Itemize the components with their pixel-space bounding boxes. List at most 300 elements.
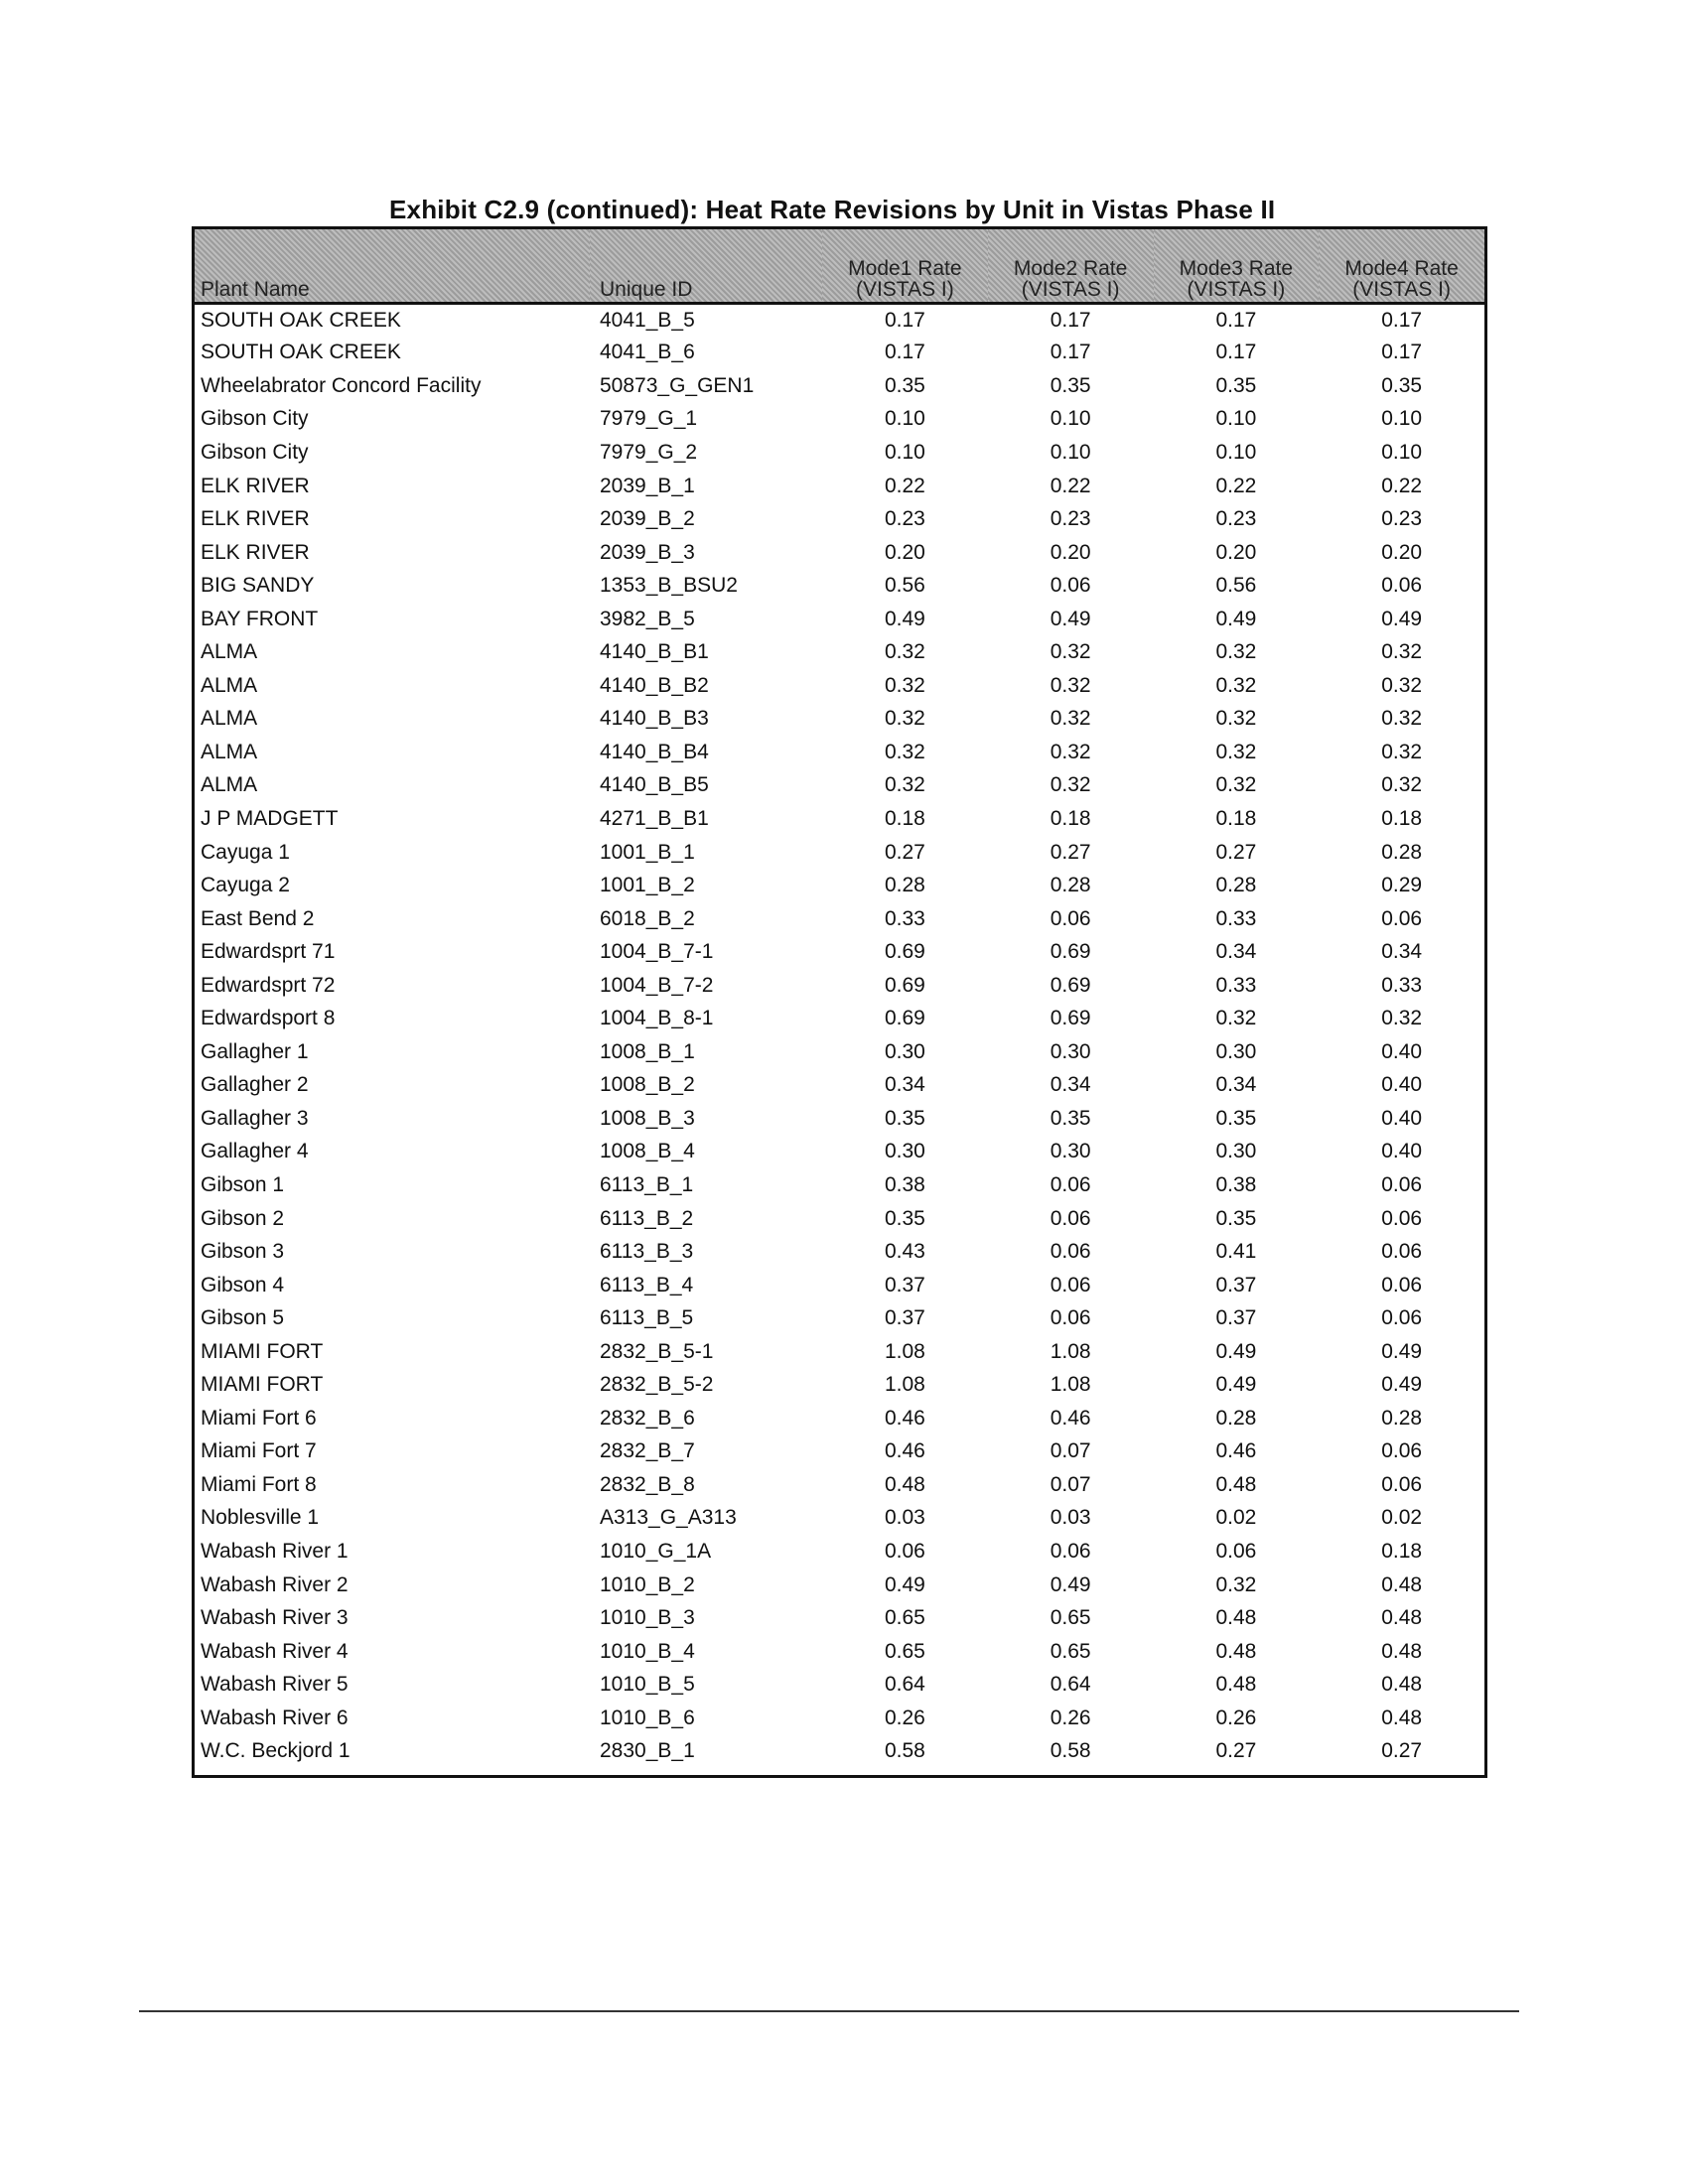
cell-mode2-rate: 0.69 bbox=[1050, 1007, 1091, 1030]
cell-mode1-rate: 0.38 bbox=[884, 1172, 925, 1196]
cell-mode1-rate: 0.34 bbox=[884, 1073, 925, 1097]
header-plant-name-label: Plant Name bbox=[201, 277, 310, 301]
table-row bbox=[195, 1502, 1484, 1536]
cell-plant-name: BAY FRONT bbox=[201, 607, 319, 630]
table-row bbox=[195, 635, 1484, 669]
table-row bbox=[195, 337, 1484, 370]
cell-plant-name: Miami Fort 6 bbox=[201, 1406, 317, 1430]
table-row bbox=[195, 1535, 1484, 1569]
cell-plant-name: Noblesville 1 bbox=[201, 1506, 320, 1530]
cell-mode4-rate: 0.02 bbox=[1381, 1506, 1423, 1530]
cell-mode4-rate: 0.17 bbox=[1381, 308, 1423, 332]
cell-mode1-rate: 0.17 bbox=[884, 341, 925, 364]
table-row bbox=[195, 1668, 1484, 1702]
cell-mode3-rate: 0.10 bbox=[1215, 440, 1257, 464]
cell-plant-name: J P MADGETT bbox=[201, 806, 339, 830]
cell-mode1-rate: 0.10 bbox=[884, 440, 925, 464]
cell-mode1-rate: 0.33 bbox=[884, 906, 925, 930]
cell-unique-id: 2039_B_2 bbox=[600, 507, 695, 531]
cell-mode4-rate: 0.10 bbox=[1381, 440, 1423, 464]
table-row bbox=[195, 1569, 1484, 1602]
cell-plant-name: Gibson City bbox=[201, 440, 309, 464]
cell-mode2-rate: 0.69 bbox=[1050, 940, 1091, 964]
cell-mode1-rate: 0.10 bbox=[884, 407, 925, 431]
cell-mode3-rate: 0.30 bbox=[1215, 1140, 1257, 1163]
cell-mode2-rate: 0.06 bbox=[1050, 574, 1091, 598]
cell-mode3-rate: 0.32 bbox=[1215, 1007, 1257, 1030]
cell-mode4-rate: 0.06 bbox=[1381, 1240, 1423, 1264]
cell-mode3-rate: 0.30 bbox=[1215, 1039, 1257, 1063]
cell-mode3-rate: 0.38 bbox=[1215, 1172, 1257, 1196]
cell-mode1-rate: 0.69 bbox=[884, 940, 925, 964]
cell-unique-id: 6113_B_4 bbox=[600, 1273, 694, 1297]
table-row bbox=[195, 303, 1484, 337]
table-row bbox=[195, 1702, 1484, 1735]
cell-plant-name: Gibson 3 bbox=[201, 1240, 285, 1264]
table-row bbox=[195, 1002, 1484, 1035]
cell-unique-id: 1008_B_4 bbox=[600, 1140, 695, 1163]
cell-mode4-rate: 0.32 bbox=[1381, 773, 1423, 797]
cell-plant-name: ELK RIVER bbox=[201, 507, 310, 531]
cell-mode2-rate: 0.28 bbox=[1050, 874, 1091, 897]
cell-mode1-rate: 0.32 bbox=[884, 740, 925, 763]
cell-mode1-rate: 0.49 bbox=[884, 607, 925, 630]
cell-mode3-rate: 0.37 bbox=[1215, 1306, 1257, 1330]
cell-unique-id: 2039_B_1 bbox=[600, 474, 695, 497]
table-row bbox=[195, 1168, 1484, 1202]
cell-unique-id: 2832_B_7 bbox=[600, 1439, 695, 1463]
header-mode2-line1: Mode2 Rate bbox=[1013, 256, 1128, 280]
header-mode1-rate bbox=[822, 229, 988, 303]
table-row bbox=[195, 1402, 1484, 1435]
table-row bbox=[195, 1202, 1484, 1236]
cell-unique-id: 1010_B_2 bbox=[600, 1572, 695, 1596]
cell-mode1-rate: 0.49 bbox=[884, 1572, 925, 1596]
cell-mode3-rate: 0.10 bbox=[1215, 407, 1257, 431]
cell-mode2-rate: 0.64 bbox=[1050, 1673, 1091, 1697]
cell-unique-id: 7979_G_1 bbox=[600, 407, 698, 431]
table-row bbox=[195, 436, 1484, 470]
cell-mode1-rate: 0.56 bbox=[884, 574, 925, 598]
cell-mode4-rate: 0.28 bbox=[1381, 840, 1423, 864]
cell-mode4-rate: 0.18 bbox=[1381, 1540, 1423, 1563]
cell-mode2-rate: 0.06 bbox=[1050, 1273, 1091, 1297]
cell-mode2-rate: 0.32 bbox=[1050, 740, 1091, 763]
cell-plant-name: Wabash River 2 bbox=[201, 1572, 349, 1596]
cell-unique-id: 4140_B_B2 bbox=[600, 673, 709, 697]
cell-unique-id: 6113_B_2 bbox=[600, 1206, 694, 1230]
header-mode3-line1: Mode3 Rate bbox=[1179, 256, 1294, 280]
cell-mode2-rate: 0.46 bbox=[1050, 1406, 1091, 1430]
table-row bbox=[195, 1435, 1484, 1469]
cell-mode1-rate: 0.30 bbox=[884, 1140, 925, 1163]
cell-mode1-rate: 0.65 bbox=[884, 1606, 925, 1630]
cell-mode4-rate: 0.27 bbox=[1381, 1739, 1423, 1763]
cell-mode3-rate: 0.34 bbox=[1215, 1073, 1257, 1097]
cell-mode1-rate: 0.32 bbox=[884, 773, 925, 797]
table-row bbox=[195, 1635, 1484, 1669]
header-mode4-line1: Mode4 Rate bbox=[1344, 256, 1459, 280]
cell-mode3-rate: 0.32 bbox=[1215, 707, 1257, 731]
table-row bbox=[195, 836, 1484, 870]
cell-mode4-rate: 0.23 bbox=[1381, 507, 1423, 531]
cell-mode3-rate: 0.28 bbox=[1215, 874, 1257, 897]
cell-mode2-rate: 0.30 bbox=[1050, 1140, 1091, 1163]
cell-mode2-rate: 0.69 bbox=[1050, 973, 1091, 997]
cell-mode1-rate: 0.65 bbox=[884, 1639, 925, 1663]
cell-unique-id: 6018_B_2 bbox=[600, 906, 695, 930]
cell-unique-id: 2830_B_1 bbox=[600, 1739, 695, 1763]
cell-unique-id: 2832_B_6 bbox=[600, 1406, 695, 1430]
cell-unique-id: 50873_G_GEN1 bbox=[600, 373, 755, 397]
cell-mode1-rate: 0.32 bbox=[884, 673, 925, 697]
cell-mode3-rate: 0.32 bbox=[1215, 773, 1257, 797]
cell-mode2-rate: 0.49 bbox=[1050, 1572, 1091, 1596]
cell-plant-name: Gallagher 2 bbox=[201, 1073, 309, 1097]
cell-mode2-rate: 0.58 bbox=[1050, 1739, 1091, 1763]
cell-mode2-rate: 0.07 bbox=[1050, 1472, 1091, 1496]
cell-mode1-rate: 0.30 bbox=[884, 1039, 925, 1063]
cell-mode3-rate: 0.33 bbox=[1215, 906, 1257, 930]
cell-unique-id: 1004_B_7-2 bbox=[600, 973, 714, 997]
page-title: Exhibit C2.9 (continued): Heat Rate Revisions by Unit in Vistas Phase II bbox=[389, 195, 1276, 224]
cell-plant-name: Edwardsport 8 bbox=[201, 1007, 336, 1030]
cell-mode4-rate: 0.32 bbox=[1381, 640, 1423, 664]
cell-mode2-rate: 0.32 bbox=[1050, 773, 1091, 797]
cell-mode1-rate: 0.32 bbox=[884, 707, 925, 731]
cell-unique-id: 1008_B_3 bbox=[600, 1106, 695, 1130]
table-row bbox=[195, 736, 1484, 769]
cell-mode4-rate: 0.06 bbox=[1381, 1439, 1423, 1463]
table-row bbox=[195, 1468, 1484, 1502]
cell-plant-name: Wheelabrator Concord Facility bbox=[201, 373, 482, 397]
cell-plant-name: ALMA bbox=[201, 707, 258, 731]
cell-plant-name: East Bend 2 bbox=[201, 906, 315, 930]
cell-mode4-rate: 0.40 bbox=[1381, 1140, 1423, 1163]
cell-unique-id: 2832_B_8 bbox=[600, 1472, 695, 1496]
header-row bbox=[195, 229, 1484, 303]
cell-mode4-rate: 0.20 bbox=[1381, 540, 1423, 564]
header-mode1-line2: (VISTAS I) bbox=[855, 277, 954, 301]
cell-mode1-rate: 0.27 bbox=[884, 840, 925, 864]
cell-mode3-rate: 0.48 bbox=[1215, 1606, 1257, 1630]
cell-mode3-rate: 0.41 bbox=[1215, 1240, 1257, 1264]
header-mode3-line2: (VISTAS I) bbox=[1187, 277, 1286, 301]
cell-mode2-rate: 1.08 bbox=[1050, 1373, 1091, 1397]
cell-mode1-rate: 1.08 bbox=[884, 1339, 925, 1363]
table-row bbox=[195, 769, 1484, 803]
cell-mode4-rate: 0.32 bbox=[1381, 740, 1423, 763]
cell-unique-id: 1353_B_BSU2 bbox=[600, 574, 738, 598]
cell-mode3-rate: 0.35 bbox=[1215, 1206, 1257, 1230]
table-row bbox=[195, 536, 1484, 570]
cell-plant-name: MIAMI FORT bbox=[201, 1339, 324, 1363]
header-mode2-rate bbox=[988, 229, 1154, 303]
cell-unique-id: 2039_B_3 bbox=[600, 540, 695, 564]
cell-unique-id: 1010_B_5 bbox=[600, 1673, 695, 1697]
cell-mode3-rate: 0.18 bbox=[1215, 806, 1257, 830]
cell-mode2-rate: 0.06 bbox=[1050, 1306, 1091, 1330]
cell-plant-name: Wabash River 1 bbox=[201, 1540, 349, 1563]
cell-mode2-rate: 0.06 bbox=[1050, 1540, 1091, 1563]
cell-mode3-rate: 0.32 bbox=[1215, 740, 1257, 763]
cell-mode2-rate: 0.03 bbox=[1050, 1506, 1091, 1530]
cell-plant-name: ALMA bbox=[201, 740, 258, 763]
cell-unique-id: 1008_B_1 bbox=[600, 1039, 695, 1063]
cell-plant-name: Wabash River 4 bbox=[201, 1639, 349, 1663]
cell-mode2-rate: 0.32 bbox=[1050, 673, 1091, 697]
cell-mode1-rate: 0.35 bbox=[884, 1206, 925, 1230]
header-unique-id bbox=[590, 229, 822, 303]
cell-plant-name: SOUTH OAK CREEK bbox=[201, 341, 401, 364]
cell-mode1-rate: 0.23 bbox=[884, 507, 925, 531]
cell-unique-id: 4271_B_B1 bbox=[600, 806, 709, 830]
cell-plant-name: Gibson 1 bbox=[201, 1172, 285, 1196]
cell-mode1-rate: 0.58 bbox=[884, 1739, 925, 1763]
cell-mode2-rate: 0.32 bbox=[1050, 707, 1091, 731]
cell-mode4-rate: 0.10 bbox=[1381, 407, 1423, 431]
cell-mode3-rate: 0.23 bbox=[1215, 507, 1257, 531]
cell-mode4-rate: 0.18 bbox=[1381, 806, 1423, 830]
cell-mode3-rate: 0.48 bbox=[1215, 1673, 1257, 1697]
header-mode2-line2: (VISTAS I) bbox=[1021, 277, 1120, 301]
cell-mode1-rate: 0.48 bbox=[884, 1472, 925, 1496]
cell-mode4-rate: 0.32 bbox=[1381, 1007, 1423, 1030]
cell-mode4-rate: 0.06 bbox=[1381, 1273, 1423, 1297]
cell-unique-id: 4140_B_B5 bbox=[600, 773, 709, 797]
header-unique-id-label: Unique ID bbox=[600, 277, 693, 301]
table-row bbox=[195, 1269, 1484, 1302]
table-row bbox=[195, 703, 1484, 737]
cell-mode2-rate: 0.65 bbox=[1050, 1639, 1091, 1663]
cell-mode1-rate: 1.08 bbox=[884, 1373, 925, 1397]
cell-plant-name: Edwardsprt 71 bbox=[201, 940, 336, 964]
cell-mode4-rate: 0.06 bbox=[1381, 1472, 1423, 1496]
cell-mode4-rate: 0.06 bbox=[1381, 1206, 1423, 1230]
table-row bbox=[195, 403, 1484, 437]
cell-unique-id: 3982_B_5 bbox=[600, 607, 695, 630]
cell-unique-id: 6113_B_3 bbox=[600, 1240, 694, 1264]
cell-mode2-rate: 0.27 bbox=[1050, 840, 1091, 864]
cell-mode3-rate: 0.32 bbox=[1215, 1572, 1257, 1596]
cell-mode4-rate: 0.48 bbox=[1381, 1606, 1423, 1630]
header-mode4-rate bbox=[1319, 229, 1484, 303]
cell-unique-id: 1010_G_1A bbox=[600, 1540, 712, 1563]
cell-plant-name: Gallagher 4 bbox=[201, 1140, 309, 1163]
cell-unique-id: 1004_B_8-1 bbox=[600, 1007, 714, 1030]
cell-mode4-rate: 0.29 bbox=[1381, 874, 1423, 897]
cell-mode2-rate: 0.32 bbox=[1050, 640, 1091, 664]
table-row bbox=[195, 902, 1484, 936]
cell-plant-name: ALMA bbox=[201, 673, 258, 697]
table-row bbox=[195, 1735, 1484, 1769]
heat-rate-table-frame bbox=[192, 226, 1487, 1778]
cell-mode4-rate: 0.06 bbox=[1381, 1306, 1423, 1330]
cell-mode1-rate: 0.28 bbox=[884, 874, 925, 897]
cell-mode3-rate: 0.49 bbox=[1215, 1373, 1257, 1397]
cell-mode4-rate: 0.49 bbox=[1381, 1373, 1423, 1397]
cell-unique-id: 1010_B_3 bbox=[600, 1606, 695, 1630]
cell-mode3-rate: 0.27 bbox=[1215, 1739, 1257, 1763]
cell-mode3-rate: 0.33 bbox=[1215, 973, 1257, 997]
table-row bbox=[195, 369, 1484, 403]
cell-unique-id: 7979_G_2 bbox=[600, 440, 698, 464]
cell-mode2-rate: 0.17 bbox=[1050, 308, 1091, 332]
footer-divider bbox=[139, 2010, 1519, 2012]
cell-plant-name: Wabash River 5 bbox=[201, 1673, 349, 1697]
table-body bbox=[195, 303, 1484, 1768]
cell-mode1-rate: 0.43 bbox=[884, 1240, 925, 1264]
cell-plant-name: SOUTH OAK CREEK bbox=[201, 308, 401, 332]
cell-plant-name: Gibson City bbox=[201, 407, 309, 431]
cell-mode1-rate: 0.17 bbox=[884, 308, 925, 332]
table-row bbox=[195, 1136, 1484, 1169]
header-mode3-rate bbox=[1154, 229, 1320, 303]
cell-mode4-rate: 0.22 bbox=[1381, 474, 1423, 497]
cell-mode1-rate: 0.64 bbox=[884, 1673, 925, 1697]
cell-mode1-rate: 0.18 bbox=[884, 806, 925, 830]
cell-mode1-rate: 0.69 bbox=[884, 1007, 925, 1030]
table-row bbox=[195, 969, 1484, 1003]
cell-unique-id: 1001_B_1 bbox=[600, 840, 695, 864]
cell-mode1-rate: 0.46 bbox=[884, 1439, 925, 1463]
cell-mode4-rate: 0.06 bbox=[1381, 906, 1423, 930]
table-row bbox=[195, 1069, 1484, 1103]
cell-mode3-rate: 0.48 bbox=[1215, 1472, 1257, 1496]
cell-plant-name: ALMA bbox=[201, 640, 258, 664]
cell-mode4-rate: 0.06 bbox=[1381, 574, 1423, 598]
cell-mode3-rate: 0.02 bbox=[1215, 1506, 1257, 1530]
cell-mode3-rate: 0.17 bbox=[1215, 341, 1257, 364]
cell-plant-name: Miami Fort 8 bbox=[201, 1472, 317, 1496]
cell-mode4-rate: 0.48 bbox=[1381, 1706, 1423, 1729]
cell-mode3-rate: 0.17 bbox=[1215, 308, 1257, 332]
cell-mode1-rate: 0.26 bbox=[884, 1706, 925, 1729]
cell-mode2-rate: 0.26 bbox=[1050, 1706, 1091, 1729]
table-row bbox=[195, 603, 1484, 636]
cell-mode4-rate: 0.35 bbox=[1381, 373, 1423, 397]
cell-mode1-rate: 0.03 bbox=[884, 1506, 925, 1530]
table-row bbox=[195, 1102, 1484, 1136]
header-plant-name bbox=[195, 229, 590, 303]
cell-mode4-rate: 0.32 bbox=[1381, 707, 1423, 731]
cell-plant-name: Miami Fort 7 bbox=[201, 1439, 317, 1463]
cell-mode3-rate: 0.35 bbox=[1215, 373, 1257, 397]
cell-mode3-rate: 0.48 bbox=[1215, 1639, 1257, 1663]
cell-mode3-rate: 0.35 bbox=[1215, 1106, 1257, 1130]
cell-mode4-rate: 0.49 bbox=[1381, 1339, 1423, 1363]
cell-mode3-rate: 0.32 bbox=[1215, 673, 1257, 697]
cell-mode4-rate: 0.33 bbox=[1381, 973, 1423, 997]
cell-mode1-rate: 0.20 bbox=[884, 540, 925, 564]
cell-mode4-rate: 0.06 bbox=[1381, 1172, 1423, 1196]
cell-mode4-rate: 0.49 bbox=[1381, 607, 1423, 630]
cell-mode2-rate: 0.65 bbox=[1050, 1606, 1091, 1630]
cell-mode1-rate: 0.35 bbox=[884, 1106, 925, 1130]
cell-mode3-rate: 0.49 bbox=[1215, 1339, 1257, 1363]
table-row bbox=[195, 1301, 1484, 1335]
table-row bbox=[195, 502, 1484, 536]
table-row bbox=[195, 1335, 1484, 1369]
cell-unique-id: 1004_B_7-1 bbox=[600, 940, 714, 964]
table-header bbox=[195, 229, 1484, 303]
cell-unique-id: 4140_B_B3 bbox=[600, 707, 709, 731]
cell-mode1-rate: 0.06 bbox=[884, 1540, 925, 1563]
cell-unique-id: 4140_B_B4 bbox=[600, 740, 709, 763]
cell-mode2-rate: 0.22 bbox=[1050, 474, 1091, 497]
cell-mode2-rate: 0.23 bbox=[1050, 507, 1091, 531]
cell-mode1-rate: 0.46 bbox=[884, 1406, 925, 1430]
cell-mode4-rate: 0.17 bbox=[1381, 341, 1423, 364]
cell-plant-name: Cayuga 2 bbox=[201, 874, 290, 897]
cell-mode3-rate: 0.27 bbox=[1215, 840, 1257, 864]
cell-mode2-rate: 0.10 bbox=[1050, 407, 1091, 431]
cell-mode4-rate: 0.28 bbox=[1381, 1406, 1423, 1430]
cell-plant-name: BIG SANDY bbox=[201, 574, 315, 598]
cell-plant-name: Gibson 2 bbox=[201, 1206, 285, 1230]
cell-unique-id: 6113_B_5 bbox=[600, 1306, 694, 1330]
table-row bbox=[195, 802, 1484, 836]
cell-mode1-rate: 0.32 bbox=[884, 640, 925, 664]
cell-plant-name: Edwardsprt 72 bbox=[201, 973, 336, 997]
table-row bbox=[195, 470, 1484, 503]
cell-mode2-rate: 0.35 bbox=[1050, 1106, 1091, 1130]
cell-mode3-rate: 0.22 bbox=[1215, 474, 1257, 497]
cell-mode4-rate: 0.48 bbox=[1381, 1572, 1423, 1596]
table-row bbox=[195, 569, 1484, 603]
cell-plant-name: ELK RIVER bbox=[201, 540, 310, 564]
cell-mode4-rate: 0.40 bbox=[1381, 1106, 1423, 1130]
cell-mode3-rate: 0.28 bbox=[1215, 1406, 1257, 1430]
cell-mode2-rate: 0.06 bbox=[1050, 1206, 1091, 1230]
header-mode4-line2: (VISTAS I) bbox=[1352, 277, 1452, 301]
cell-mode2-rate: 0.06 bbox=[1050, 906, 1091, 930]
cell-mode3-rate: 0.49 bbox=[1215, 607, 1257, 630]
cell-unique-id: 1001_B_2 bbox=[600, 874, 695, 897]
cell-mode2-rate: 0.07 bbox=[1050, 1439, 1091, 1463]
cell-mode3-rate: 0.32 bbox=[1215, 640, 1257, 664]
cell-unique-id: 1010_B_6 bbox=[600, 1706, 695, 1729]
cell-unique-id: 6113_B_1 bbox=[600, 1172, 694, 1196]
cell-mode3-rate: 0.56 bbox=[1215, 574, 1257, 598]
table-row bbox=[195, 669, 1484, 703]
cell-unique-id: 1008_B_2 bbox=[600, 1073, 695, 1097]
cell-mode3-rate: 0.34 bbox=[1215, 940, 1257, 964]
cell-mode2-rate: 0.06 bbox=[1050, 1240, 1091, 1264]
table-row bbox=[195, 1035, 1484, 1069]
cell-plant-name: Wabash River 6 bbox=[201, 1706, 349, 1729]
cell-mode2-rate: 0.20 bbox=[1050, 540, 1091, 564]
cell-plant-name: Gibson 5 bbox=[201, 1306, 285, 1330]
cell-plant-name: ELK RIVER bbox=[201, 474, 310, 497]
cell-mode2-rate: 0.49 bbox=[1050, 607, 1091, 630]
cell-mode1-rate: 0.35 bbox=[884, 373, 925, 397]
cell-unique-id: A313_G_A313 bbox=[600, 1506, 737, 1530]
cell-plant-name: Gibson 4 bbox=[201, 1273, 285, 1297]
cell-mode1-rate: 0.37 bbox=[884, 1306, 925, 1330]
header-mode1-line1: Mode1 Rate bbox=[848, 256, 962, 280]
cell-mode3-rate: 0.26 bbox=[1215, 1706, 1257, 1729]
cell-unique-id: 2832_B_5-1 bbox=[600, 1339, 714, 1363]
cell-mode4-rate: 0.48 bbox=[1381, 1639, 1423, 1663]
cell-unique-id: 4140_B_B1 bbox=[600, 640, 709, 664]
cell-mode4-rate: 0.34 bbox=[1381, 940, 1423, 964]
cell-mode2-rate: 0.17 bbox=[1050, 341, 1091, 364]
cell-mode2-rate: 0.30 bbox=[1050, 1039, 1091, 1063]
cell-unique-id: 1010_B_4 bbox=[600, 1639, 695, 1663]
cell-mode2-rate: 0.06 bbox=[1050, 1172, 1091, 1196]
cell-mode3-rate: 0.37 bbox=[1215, 1273, 1257, 1297]
